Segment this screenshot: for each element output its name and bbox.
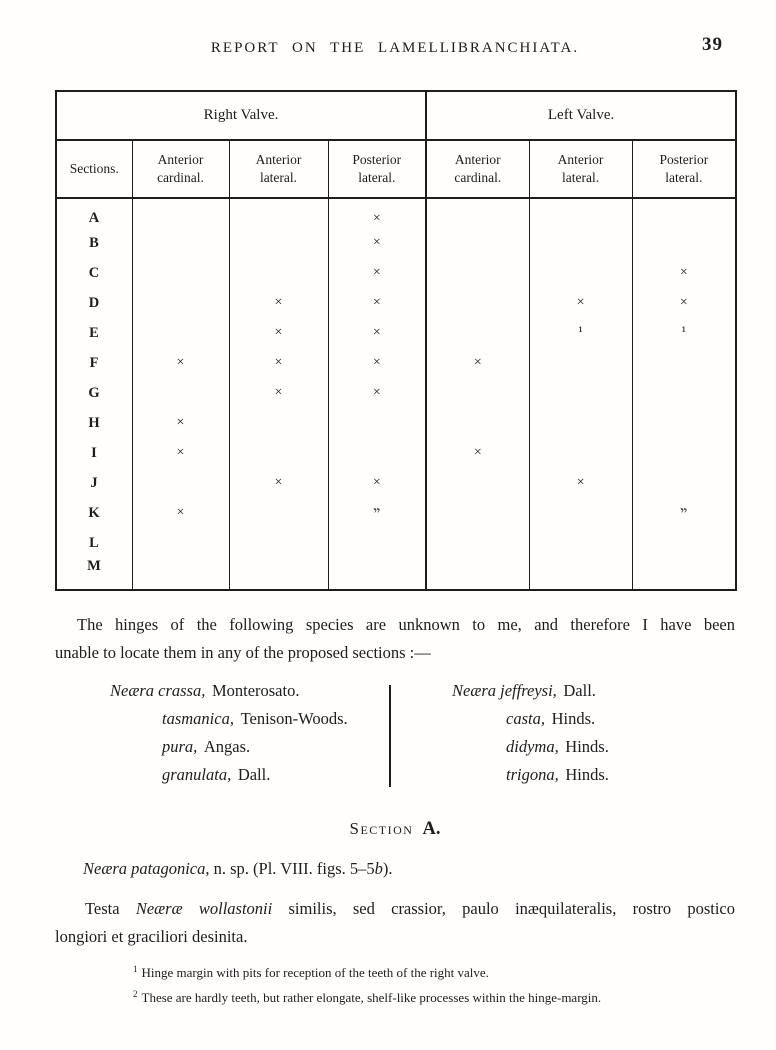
section-letter: G — [56, 378, 132, 408]
section-letter: M — [56, 558, 132, 590]
col-header-lv-anterior-cardinal: Anterior cardinal. — [426, 140, 529, 198]
col-header-rv-posterior-lateral: Posterior lateral. — [328, 140, 426, 198]
hinge-mark-cell — [529, 528, 632, 558]
latin-pre: Testa — [85, 899, 136, 918]
hinge-mark-cell — [426, 558, 529, 590]
hinge-mark-cell — [529, 438, 632, 468]
intro-paragraph — [55, 611, 735, 667]
species-heading-fig-letter: b — [374, 859, 383, 878]
species-heading-close: ). — [382, 859, 393, 878]
table-row-c — [56, 258, 736, 288]
section-letter: D — [56, 288, 132, 318]
hinge-mark-cell — [229, 528, 328, 558]
species-author: Angas. — [203, 737, 251, 756]
species-name: casta, — [506, 709, 545, 728]
hinge-mark-cell: × — [328, 228, 426, 258]
hinge-mark-cell — [426, 198, 529, 228]
species-name: trigona, — [506, 765, 559, 784]
footnote-marker: 2 — [133, 988, 138, 999]
species-name: granulata, — [162, 765, 232, 784]
hinge-mark-cell: × — [328, 288, 426, 318]
species-item — [162, 709, 348, 737]
species-author: Hinds. — [565, 737, 609, 756]
hinge-mark-cell — [632, 348, 736, 378]
intro-line-1: The hinges of the following species are unknown to me, and therefore I have been — [77, 615, 735, 634]
species-heading-patagonica — [83, 859, 735, 879]
col-header-lv-posterior-lateral: Posterior lateral. — [632, 140, 736, 198]
table-row-l — [56, 528, 736, 558]
hinge-mark-cell: × — [328, 378, 426, 408]
latin-rest: similis, sed crassior, paulo inæquilateralis, rostro postico — [272, 899, 736, 918]
hinge-mark-cell: × — [679, 295, 688, 310]
section-letter-a: A. — [422, 819, 441, 839]
hinge-mark-cell — [426, 258, 529, 288]
hinge-mark-cell: × — [229, 318, 328, 348]
hinge-mark-cell — [132, 198, 229, 228]
hinge-mark-cell — [426, 468, 529, 498]
hinge-mark-cell: × — [426, 438, 529, 468]
hinge-mark-cell — [529, 378, 632, 408]
table-row-d — [56, 288, 736, 318]
latin-diagnosis — [55, 895, 735, 951]
footnote-text: These are hardly teeth, but rather elongate, shelf-like processes within the hinge-margin. — [141, 990, 602, 1006]
hinge-mark-cell — [632, 378, 736, 408]
hinge-mark-cell: × — [132, 438, 229, 468]
hinge-mark-cell: × — [328, 468, 426, 498]
hinge-mark-cell: × — [529, 288, 632, 318]
section-word: Section — [349, 819, 414, 838]
hinge-mark-cell: × — [328, 198, 426, 228]
hinge-mark-cell: × — [132, 498, 229, 528]
hinge-mark-cell — [529, 228, 632, 258]
species-name: Neæra crassa, — [110, 681, 206, 700]
left-valve-group-header: Left Valve. — [426, 91, 736, 140]
hinge-mark-cell: × — [229, 378, 328, 408]
hinge-mark-cell: ײ — [328, 498, 426, 528]
hinge-mark-cell — [529, 348, 632, 378]
hinge-mark-cell: ¹ — [681, 325, 686, 340]
hinge-mark-cell — [426, 528, 529, 558]
species-author: Hinds. — [565, 765, 609, 784]
section-letter: H — [56, 408, 132, 438]
hinge-mark-cell — [529, 558, 632, 590]
col-header-lv-anterior-lateral: Anterior lateral. — [529, 140, 632, 198]
latin-line-1 — [55, 895, 735, 923]
hinge-mark-cell — [229, 438, 328, 468]
hinge-mark-cell — [132, 528, 229, 558]
hinge-mark-cell: × — [328, 318, 426, 348]
table-row-k — [56, 498, 736, 528]
hinge-mark-cell — [632, 468, 736, 498]
latin-line-2: longiori et graciliori desinita. — [55, 927, 248, 946]
species-item — [506, 737, 609, 765]
page-header — [55, 34, 735, 64]
hinge-mark-cell — [132, 318, 229, 348]
col-header-sections: Sections. — [56, 140, 132, 198]
hinge-mark-cell — [132, 288, 229, 318]
section-letter: F — [56, 348, 132, 378]
section-letter: J — [56, 468, 132, 498]
species-name: didyma, — [506, 737, 559, 756]
species-author: Dall. — [563, 681, 596, 700]
footnote-text: Hinge margin with pits for reception of the teeth of the right valve. — [141, 965, 489, 981]
col-header-rv-anterior-lateral: Anterior lateral. — [229, 140, 328, 198]
valve-group-header-row — [56, 91, 736, 140]
species-item — [506, 709, 609, 737]
hinge-mark-cell — [229, 258, 328, 288]
hinge-mark-cell — [632, 558, 736, 590]
hinge-mark-cell — [529, 258, 632, 288]
hinge-mark-cell: × — [328, 258, 426, 288]
section-letter: K — [56, 498, 132, 528]
hinge-mark-cell — [229, 558, 328, 590]
hinge-mark-cell — [632, 438, 736, 468]
footnotes — [133, 959, 735, 1009]
hinge-mark-cell: × — [229, 348, 328, 378]
hinge-mark-cell — [632, 528, 736, 558]
table-row-a — [56, 198, 736, 228]
table-row-e — [56, 318, 736, 348]
section-letter: E — [56, 318, 132, 348]
column-header-row — [56, 140, 736, 198]
latin-species-ref: Neæræ wollastonii — [135, 899, 273, 918]
table-row-i — [56, 438, 736, 468]
hinge-mark-cell — [426, 288, 529, 318]
hinge-mark-cell: × — [229, 468, 328, 498]
species-list-left — [110, 681, 348, 793]
hinge-mark-cell — [426, 318, 529, 348]
section-letter: L — [56, 528, 132, 558]
table-row-h — [56, 408, 736, 438]
hinge-mark-cell: × — [229, 288, 328, 318]
hinge-mark-cell — [229, 408, 328, 438]
hinge-mark-cell: × — [426, 348, 529, 378]
footnote-2 — [133, 984, 735, 1009]
page-number: 39 — [702, 34, 723, 55]
hinge-mark-cell: × — [132, 348, 229, 378]
hinge-mark-cell — [426, 378, 529, 408]
hinge-mark-cell — [132, 468, 229, 498]
intro-line-2: unable to locate them in any of the proposed sections :— — [55, 643, 431, 662]
hinge-mark-cell — [328, 408, 426, 438]
species-column-divider — [389, 685, 391, 787]
hinge-mark-cell — [229, 498, 328, 528]
hinge-mark-cell — [328, 438, 426, 468]
hinge-mark-cell: × — [679, 265, 688, 280]
footnote-marker: 1 — [133, 964, 138, 974]
species-heading-name: Neæra patagonica — [83, 859, 206, 878]
right-valve-group-header: Right Valve. — [56, 91, 426, 140]
hinge-teeth-table — [55, 90, 737, 591]
species-name: pura, — [162, 737, 198, 756]
hinge-mark-cell — [132, 228, 229, 258]
species-item — [452, 681, 609, 709]
hinge-mark-cell — [229, 228, 328, 258]
table-row-g — [56, 378, 736, 408]
hinge-mark-cell: × — [328, 348, 426, 378]
hinge-mark-cell — [328, 528, 426, 558]
hinge-mark-cell: × — [132, 408, 229, 438]
species-list-right — [452, 681, 609, 793]
species-name: tasmanica, — [162, 709, 234, 728]
running-title: REPORT ON THE LAMELLIBRANCHIATA. — [210, 40, 580, 56]
table-row-f — [56, 348, 736, 378]
hinge-mark-cell — [328, 558, 426, 590]
hinge-mark-cell: ¹ — [529, 318, 632, 348]
section-letter: I — [56, 438, 132, 468]
species-author: Hinds. — [551, 709, 596, 728]
table-row-m — [56, 558, 736, 590]
col-header-rv-anterior-cardinal: Anterior cardinal. — [132, 140, 229, 198]
hinge-mark-cell — [132, 258, 229, 288]
hinge-mark-cell — [529, 408, 632, 438]
unknown-species-block — [55, 681, 735, 797]
hinge-mark-cell — [426, 408, 529, 438]
hinge-mark-cell — [529, 498, 632, 528]
hinge-mark-cell — [132, 378, 229, 408]
hinge-mark-cell — [426, 228, 529, 258]
hinge-mark-cell — [132, 558, 229, 590]
table-row-b — [56, 228, 736, 258]
species-author: Dall. — [237, 765, 271, 784]
species-item — [110, 681, 348, 709]
section-a-heading — [55, 819, 735, 845]
section-letter: C — [56, 258, 132, 288]
hinge-mark-cell — [632, 198, 736, 228]
species-item — [162, 737, 348, 765]
hinge-mark-cell: ײ — [680, 505, 688, 520]
hinge-mark-cell — [426, 498, 529, 528]
species-author: Tenison-Woods. — [240, 709, 348, 728]
hinge-mark-cell — [632, 408, 736, 438]
species-item — [162, 765, 348, 793]
hinge-mark-cell: × — [529, 468, 632, 498]
species-author: Monterosato. — [211, 681, 300, 700]
footnote-1 — [133, 959, 735, 984]
section-letter: A — [56, 198, 132, 228]
hinge-mark-cell — [229, 198, 328, 228]
table-row-j — [56, 468, 736, 498]
species-item — [506, 765, 609, 793]
section-letter: B — [56, 228, 132, 258]
species-name: Neæra jeffreysi, — [452, 681, 557, 700]
hinge-mark-cell — [632, 228, 736, 258]
hinge-mark-cell — [529, 198, 632, 228]
species-heading-citation: , n. sp. (Pl. VIII. figs. 5–5 — [205, 859, 375, 878]
